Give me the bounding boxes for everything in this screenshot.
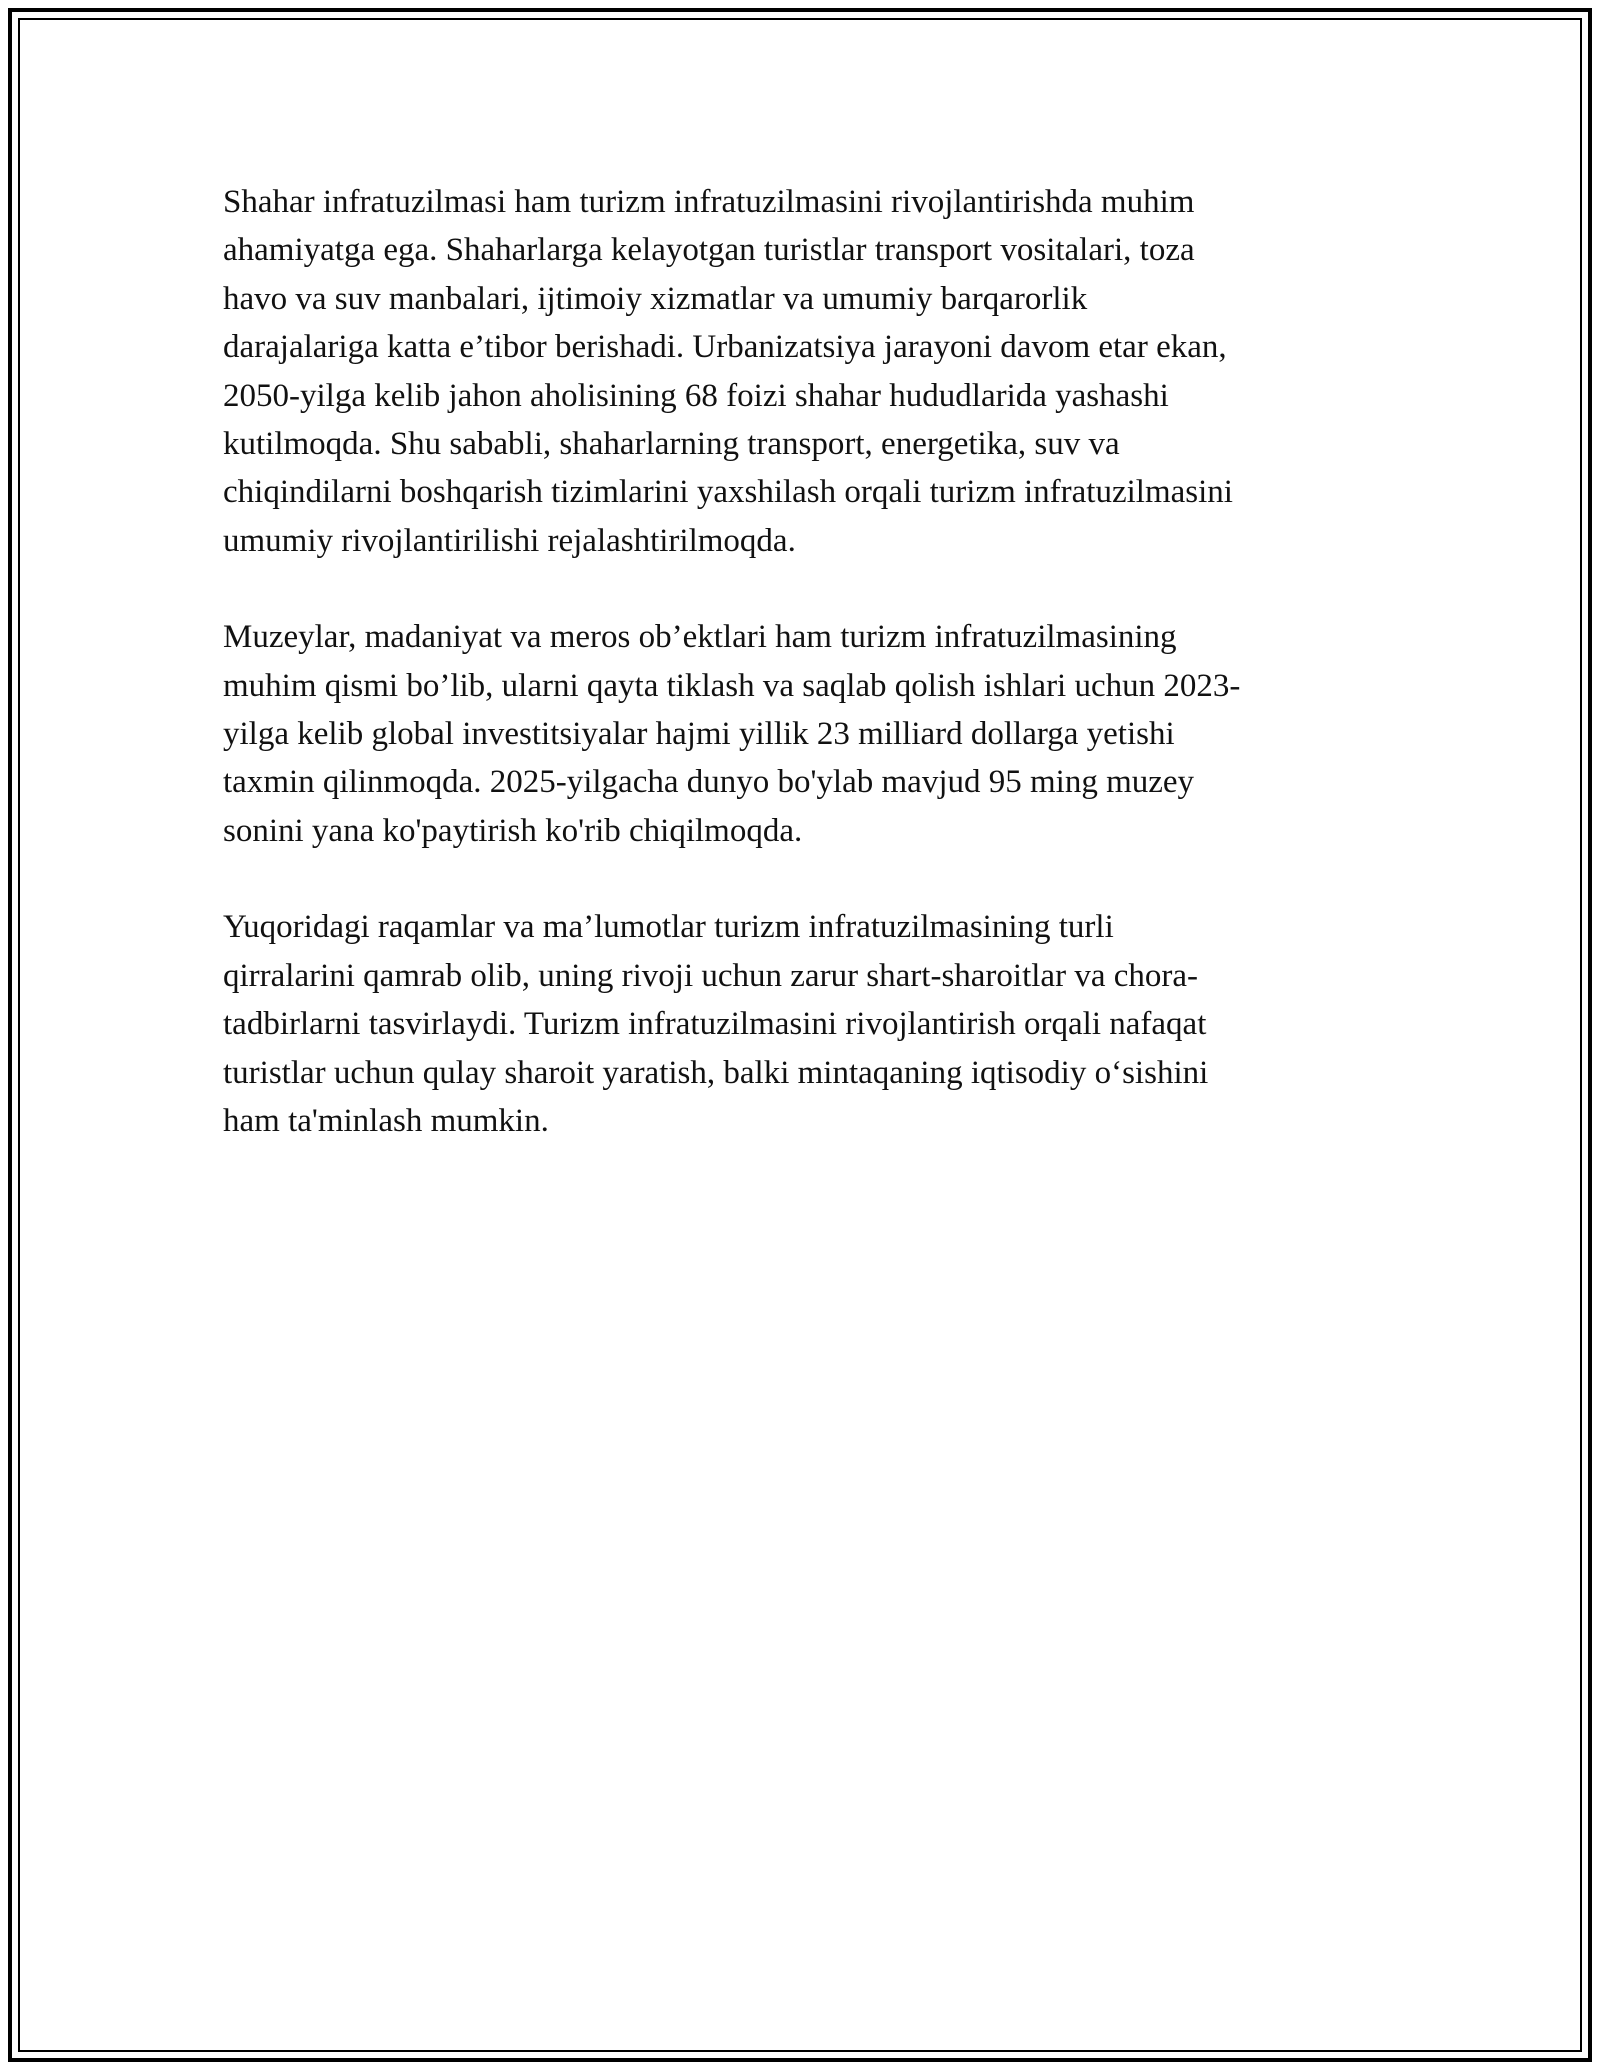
text-line: kutilmoqda. Shu sababli, shaharlarning transport, energetika, suv va: [223, 426, 1120, 463]
paragraph-museums-heritage: [223, 613, 1373, 855]
text-line: umumiy rivojlantirilishi rejalashtirilmoqda.: [223, 522, 796, 559]
text-line: darajalariga katta e’tibor berishadi. Urbanizatsiya jarayoni davom etar ekan,: [223, 329, 1227, 366]
document-body: [223, 178, 1373, 1193]
text-line: 2050-yilga kelib jahon aholisining 68 foizi shahar hududlarida yashashi: [223, 377, 1169, 414]
paragraph-conclusion: [223, 903, 1373, 1145]
text-line: Shahar infratuzilmasi ham turizm infratuzilmasini rivojlantirishda muhim: [223, 184, 1195, 220]
text-line: ham ta'minlash mumkin.: [223, 1102, 549, 1139]
text-line: taxmin qilinmoqda. 2025-yilgacha dunyo bo'ylab mavjud 95 ming muzey: [223, 764, 1195, 801]
text-line: ahamiyatga ega. Shaharlarga kelayotgan turistlar transport vositalari, toza: [223, 232, 1195, 269]
paragraph-urban-infrastructure: [223, 178, 1373, 565]
text-line: sonini yana ko'paytirish ko'rib chiqilmoqda.: [223, 812, 803, 849]
text-line: yilga kelib global investitsiyalar hajmi yillik 23 milliard dollarga yetishi: [223, 716, 1175, 753]
text-line: qirralarini qamrab olib, uning rivoji uchun zarur shart-sharoitlar va chora-: [223, 957, 1198, 994]
text-line: Yuqoridagi raqamlar va ma’lumotlar turizm infratuzilmasining turli: [223, 909, 1114, 946]
text-line: Muzeylar, madaniyat va meros ob’ektlari ham turizm infratuzilmasining: [223, 619, 1177, 656]
text-line: havo va suv manbalari, ijtimoiy xizmatlar va umumiy barqarorlik: [223, 280, 1088, 317]
text-line: turistlar uchun qulay sharoit yaratish, balki mintaqaning iqtisodiy o‘sishini: [223, 1054, 1209, 1091]
text-line: tadbirlarni tasvirlaydi. Turizm infratuzilmasini rivojlantirish orqali nafaqat: [223, 1006, 1207, 1043]
text-line: chiqindilarni boshqarish tizimlarini yaxshilash orqali turizm infratuzilmasini: [223, 474, 1233, 511]
text-line: muhim qismi bo’lib, ularni qayta tiklash va saqlab qolish ishlari uchun 2023-: [223, 667, 1241, 704]
